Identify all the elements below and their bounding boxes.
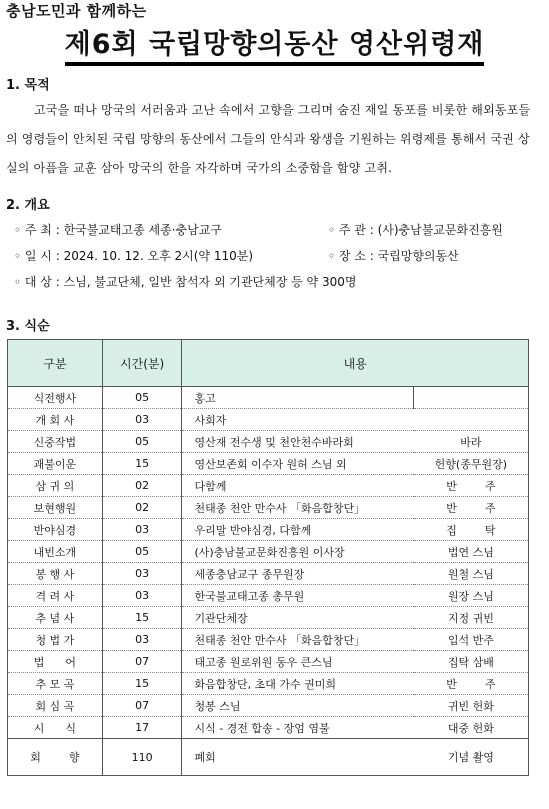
cell-content: 천태종 천안 만수사 「화음합창단」 — [182, 497, 414, 519]
overview-organizer: ◦ 주 관 : (사)충남불교문화진흥원 — [328, 223, 503, 237]
table-row — [8, 629, 529, 651]
event-subtitle: 충남도민과 함께하는 — [6, 2, 147, 20]
cell-category: 삼 귀 의 — [8, 475, 103, 497]
cell-note: 지정 귀빈 — [414, 607, 529, 629]
cell-minutes: 15 — [102, 607, 182, 629]
table-row — [8, 673, 529, 695]
cell-note: 입석 반주 — [414, 629, 529, 651]
cell-minutes: 02 — [102, 475, 182, 497]
cell-category: 반야심경 — [8, 519, 103, 541]
table-row — [8, 519, 529, 541]
event-title — [0, 22, 549, 61]
cell-note: 기념 촬영 — [414, 739, 529, 776]
table-row — [8, 497, 529, 519]
cell-category: 내빈소개 — [8, 541, 103, 563]
cell-content: 다함께 — [182, 475, 414, 497]
cell-content: 세종충남교구 종무원장 — [182, 563, 414, 585]
table-row — [8, 541, 529, 563]
cell-minutes: 05 — [102, 541, 182, 563]
cell-note: 원철 스님 — [414, 563, 529, 585]
purpose-text: 고국을 떠나 망국의 서러움과 고난 속에서 고향을 그리며 숨진 재일 동포를 비롯한 해외동포들의 영령들이 안치된 국립 망향의 동산에서 그들의 안식과 왕생을 기원하는 위령제를 통해서 국권 상실의 아픔을 교훈 삼아 망국의 한을 자각하며 국가의 소중함을 함양 고취. — [6, 103, 531, 175]
cell-note: 집 탁 — [414, 519, 529, 541]
table-row — [8, 409, 529, 431]
ceremony-table — [7, 339, 529, 776]
table-row — [8, 563, 529, 585]
cell-category: 봉 행 사 — [8, 563, 103, 585]
cell-category: 청 법 가 — [8, 629, 103, 651]
table-row — [8, 387, 529, 409]
cell-minutes: 03 — [102, 409, 182, 431]
table-row — [8, 695, 529, 717]
table-row — [8, 431, 529, 453]
table-row — [8, 585, 529, 607]
cell-minutes: 07 — [102, 695, 182, 717]
cell-category: 괘불이운 — [8, 453, 103, 475]
cell-content: (사)충남불교문화진흥원 이사장 — [182, 541, 414, 563]
cell-category: 신중작법 — [8, 431, 103, 453]
overview-host: ◦ 주 최 : 한국불교태고종 세종·충남교구 — [14, 223, 222, 237]
cell-category: 회 향 — [8, 739, 103, 776]
cell-note: 반 주 — [414, 497, 529, 519]
table-row — [8, 717, 529, 739]
cell-note — [414, 387, 529, 409]
event-title-text: 제6회 국립망향의동산 영산위령재 — [65, 29, 485, 66]
cell-content: 태고종 원로위원 동우 큰스님 — [182, 651, 414, 673]
cell-content: 폐회 — [182, 739, 414, 776]
purpose-heading: 1. 목적 — [6, 78, 50, 93]
cell-note: 반 주 — [414, 673, 529, 695]
cell-content: 영산보존회 이수자 원허 스님 외 — [182, 453, 414, 475]
table-row — [8, 651, 529, 673]
cell-note: 원장 스님 — [414, 585, 529, 607]
cell-content: 사회자 — [182, 409, 414, 431]
cell-content: 홍고 — [182, 387, 414, 409]
cell-minutes: 03 — [102, 563, 182, 585]
cell-minutes: 110 — [102, 739, 182, 776]
ceremony-heading: 3. 식순 — [6, 319, 50, 334]
cell-category: 시 식 — [8, 717, 103, 739]
cell-note: 집탁 삼배 — [414, 651, 529, 673]
cell-category: 격 려 사 — [8, 585, 103, 607]
cell-note: 법연 스님 — [414, 541, 529, 563]
overview-heading: 2. 개요 — [6, 198, 50, 213]
cell-minutes: 05 — [102, 431, 182, 453]
table-row — [8, 607, 529, 629]
cell-category: 개 회 사 — [8, 409, 103, 431]
cell-category: 법 어 — [8, 651, 103, 673]
cell-minutes: 05 — [102, 387, 182, 409]
cell-minutes: 07 — [102, 651, 182, 673]
cell-content: 천태종 천안 만수사 「화음합창단」 — [182, 629, 414, 651]
overview-venue: ◦ 장 소 : 국립망향의동산 — [328, 249, 459, 263]
table-row — [8, 739, 529, 776]
cell-note: 귀빈 헌화 — [414, 695, 529, 717]
cell-category: 추 모 곡 — [8, 673, 103, 695]
cell-content: 영산재 전수생 및 천안천수바라회 — [182, 431, 414, 453]
cell-note: 헌향(종무원장) — [414, 453, 529, 475]
overview-datetime: ◦ 일 시 : 2024. 10. 12. 오후 2시(약 110분) — [14, 249, 254, 263]
col-header-minutes: 시간(분) — [102, 340, 182, 387]
overview-audience: ◦ 대 상 : 스님, 불교단체, 일반 참석자 외 기관단체장 등 약 300명 — [14, 275, 357, 289]
cell-content: 우리말 반야심경, 다함께 — [182, 519, 414, 541]
col-header-content: 내용 — [182, 340, 529, 387]
cell-minutes: 03 — [102, 519, 182, 541]
cell-content: 화음합창단, 초대 가수 권미희 — [182, 673, 414, 695]
cell-minutes: 03 — [102, 585, 182, 607]
cell-category: 보현행원 — [8, 497, 103, 519]
cell-content: 한국불교태고종 총무원 — [182, 585, 414, 607]
cell-category: 회 심 곡 — [8, 695, 103, 717]
cell-category: 추 념 사 — [8, 607, 103, 629]
cell-minutes: 15 — [102, 453, 182, 475]
cell-content: 시식 - 경전 합송 - 장엄 염불 — [182, 717, 414, 739]
cell-minutes: 03 — [102, 629, 182, 651]
cell-category: 식전행사 — [8, 387, 103, 409]
cell-note: 대중 헌화 — [414, 717, 529, 739]
cell-note: 반 주 — [414, 475, 529, 497]
cell-minutes: 15 — [102, 673, 182, 695]
table-row — [8, 475, 529, 497]
cell-minutes: 17 — [102, 717, 182, 739]
cell-note — [414, 409, 529, 431]
ceremony-table-header — [8, 340, 529, 387]
table-row — [8, 453, 529, 475]
cell-note: 바라 — [414, 431, 529, 453]
col-header-category: 구분 — [8, 340, 103, 387]
cell-content: 기관단체장 — [182, 607, 414, 629]
cell-minutes: 02 — [102, 497, 182, 519]
cell-content: 청봉 스님 — [182, 695, 414, 717]
